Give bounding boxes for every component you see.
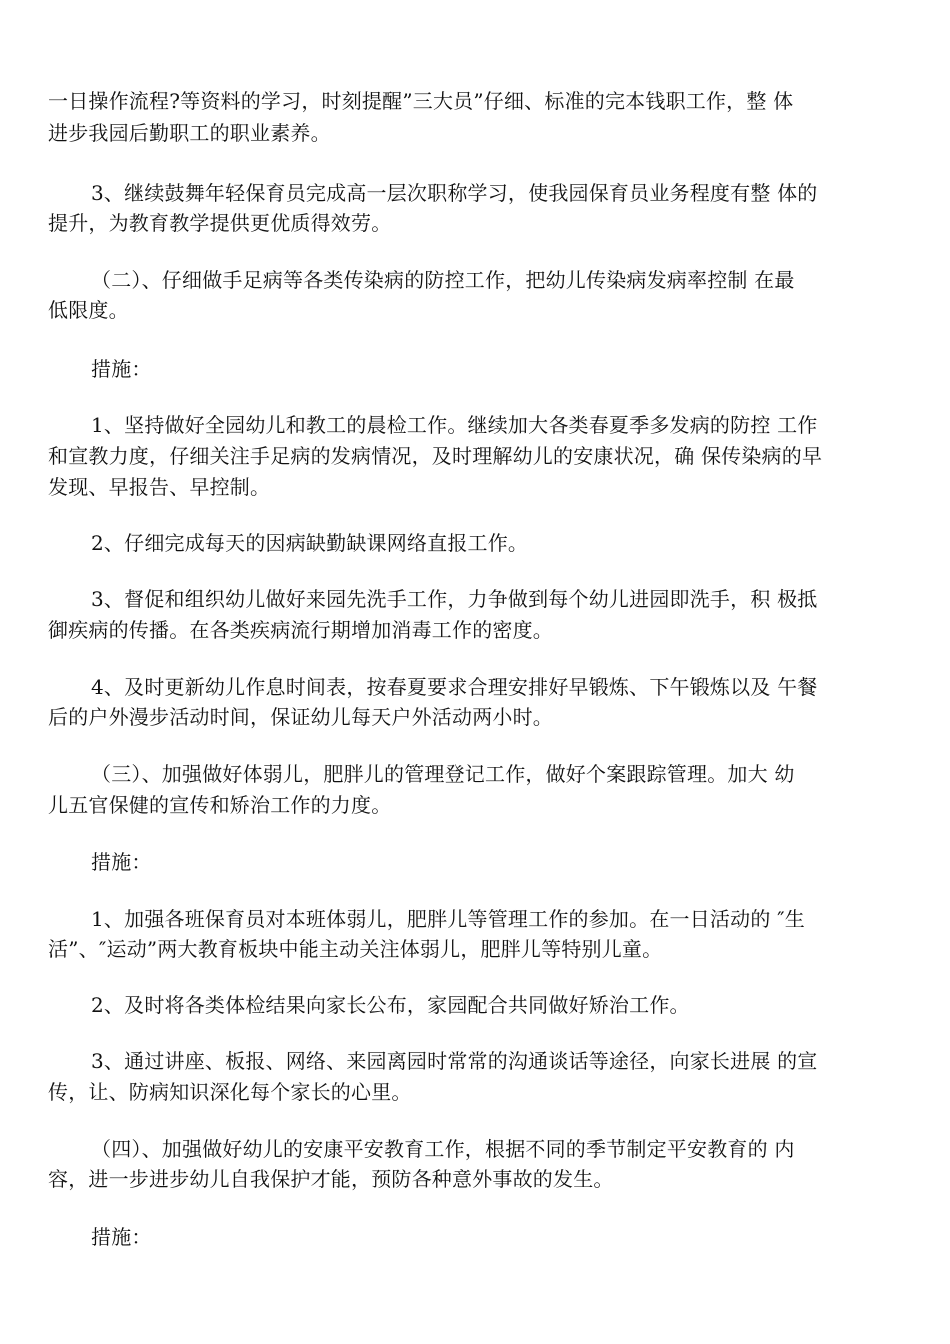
text-line-10: 发现、早报告、早控制。 <box>48 475 271 499</box>
text-line-17: 儿五官保健的宣传和矫治工作的力度。 <box>48 793 392 817</box>
text-line-23: 传，让、防病知识深化每个家长的心里。 <box>48 1080 412 1104</box>
text-line-1: 一日操作流程?等资料的学习，时刻提醒”三大员”仔细、标准的完本钱职工作，整 体 <box>48 89 794 113</box>
text-line-25: 容，进一步进步幼儿自我保护才能，预防各种意外事故的发生。 <box>48 1167 614 1191</box>
text-line-24: （四）、加强做好幼儿的安康平安教育工作，根据不同的季节制定平安教育的 内 <box>91 1137 795 1161</box>
text-line-9: 和宣教力度，仔细关注手足病的发病情况，及时理解幼儿的安康状况，确 保传染病的早 <box>48 444 823 468</box>
text-line-20: 活”、″运动”两大教育板块中能主动关注体弱儿，肥胖儿等特别儿童。 <box>48 937 663 961</box>
text-line-14: 4、及时更新幼儿作息时间表，按春夏要求合理安排好早锻炼、下午锻炼以及 午餐 <box>91 675 818 699</box>
text-line-19: 1、加强各班保育员对本班体弱儿，肥胖儿等管理工作的参加。在一日活动的 ″生 <box>91 907 805 931</box>
text-line-8: 1、坚持做好全园幼儿和教工的晨检工作。继续加大各类春夏季多发病的防控 工作 <box>91 413 818 437</box>
text-line-26: 措施： <box>91 1225 152 1249</box>
text-line-4: 提升，为教育教学提供更优质得效劳。 <box>48 211 392 235</box>
text-line-16: （三）、加强做好体弱儿，肥胖儿的管理登记工作，做好个案跟踪管理。加大 幼 <box>91 762 795 786</box>
text-line-12: 3、督促和组织幼儿做好来园先洗手工作，力争做到每个幼儿进园即洗手，积 极抵 <box>91 587 818 611</box>
text-line-13: 御疾病的传播。在各类疾病流行期增加消毒工作的密度。 <box>48 618 553 642</box>
text-line-3: 3、继续鼓舞年轻保育员完成高一层次职称学习，使我园保育员业务程度有整 体的 <box>91 181 818 205</box>
text-line-15: 后的户外漫步活动时间，保证幼儿每天户外活动两小时。 <box>48 705 553 729</box>
text-line-21: 2、及时将各类体检结果向家长公布，家园配合共同做好矫治工作。 <box>91 993 690 1017</box>
text-line-5: （二）、仔细做手足病等各类传染病的防控工作，把幼儿传染病发病率控制 在最 <box>91 268 795 292</box>
text-line-6: 低限度。 <box>48 298 129 322</box>
text-line-7: 措施： <box>91 357 152 381</box>
text-line-11: 2、仔细完成每天的因病缺勤缺课网络直报工作。 <box>91 531 529 555</box>
text-line-18: 措施： <box>91 850 152 874</box>
text-line-2: 进步我园后勤职工的职业素养。 <box>48 121 331 145</box>
text-line-22: 3、通过讲座、板报、网络、来园离园时常常的沟通谈话等途径，向家长进展 的宣 <box>91 1049 818 1073</box>
